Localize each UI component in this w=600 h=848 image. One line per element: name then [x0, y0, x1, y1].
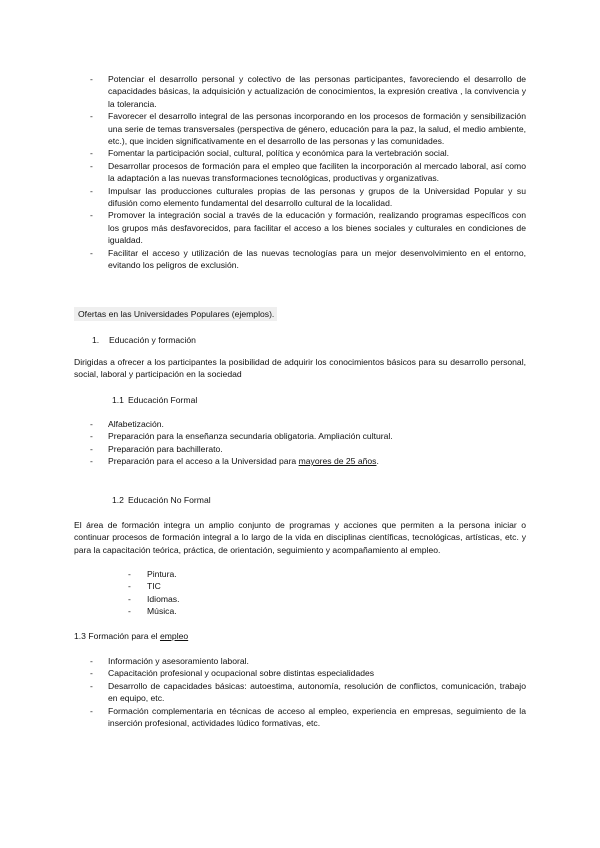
bullet-dash: - — [90, 185, 93, 196]
intro-paragraph: Dirigidas a ofrecer a los participantes la posibilidad de adquirir los conocimientos básicos para su desarrollo personal, social, laboral y participación en la sociedad — [74, 357, 526, 380]
list-item — [128, 593, 328, 605]
bullet-dash: - — [90, 456, 93, 467]
underlined-text: empleo — [159, 631, 189, 641]
list-item — [90, 705, 526, 730]
subheading-label: Educación Formal — [128, 395, 198, 405]
objectives-list — [90, 73, 526, 272]
subheading-formal — [112, 394, 197, 406]
list-item-text: Fomentar la participación social, cultural, política y económica para la vertebración social. — [108, 148, 450, 159]
list-item-text: Favorecer el desarrollo integral de las personas incorporando en los procesos de formación y sensibilización una serie de temas transversales (perspectiva de género, educación para la paz, la salud, el medio ambiente, etc.), que inciden significativamente en el desarrollo de las personas y las comunidades. — [108, 111, 526, 147]
bullet-dash: - — [90, 431, 93, 442]
list-item-text: Información y asesoramiento laboral. — [108, 656, 249, 666]
bullet-dash: - — [90, 656, 93, 666]
list-item — [90, 430, 526, 442]
list-item-text: Música. — [147, 606, 177, 617]
bullet-dash: - — [90, 148, 93, 159]
bullet-dash: - — [128, 569, 131, 579]
bullet-dash: - — [90, 210, 93, 221]
list-item-text: TIC — [147, 581, 161, 592]
bullet-dash: - — [90, 443, 93, 454]
list-item — [90, 655, 526, 667]
bullet-dash: - — [90, 419, 93, 429]
list-item-text: Alfabetización. — [108, 419, 164, 429]
section-title: Ofertas en las Universidades Populares (ejemplos). — [74, 307, 277, 321]
heading-prefix: 1.3 Formación para el — [74, 631, 160, 641]
subheading-number: 1.2 — [112, 495, 124, 505]
list-item-text: Formación complementaria en técnicas de acceso al empleo, experiencia en empresas, seguimiento de la inserción profesional, actividades lúdico formativas, etc. — [108, 705, 526, 729]
formal-list — [90, 418, 526, 468]
list-item — [128, 605, 328, 617]
list-item — [90, 209, 526, 246]
list-item — [90, 418, 526, 430]
list-item — [90, 455, 526, 467]
list-item-text: Potenciar el desarrollo personal y colectivo de las personas participantes, favoreciendo el desarrollo de capacidades básicas, la adquisición y actualización de conocimientos, la expresión creativa , la convivencia y la tolerancia. — [108, 74, 526, 109]
heading-number: 1. — [92, 335, 100, 345]
bullet-dash: - — [128, 593, 131, 604]
list-item — [90, 147, 526, 159]
list-item — [90, 680, 526, 705]
bullet-dash: - — [90, 160, 93, 171]
list-item — [90, 443, 526, 455]
bullet-dash: - — [90, 247, 93, 258]
list-item-suffix: . — [376, 456, 379, 467]
bullet-dash: - — [128, 606, 131, 617]
heading-empleo — [74, 630, 188, 642]
heading-education — [92, 334, 196, 346]
bullet-dash: - — [90, 668, 93, 679]
heading-label: Educación y formación — [109, 335, 196, 345]
list-item-text: Capacitación profesional y ocupacional sobre distintas especialidades — [108, 668, 375, 679]
list-item-text: Preparación para el acceso a la Universidad para — [108, 456, 299, 467]
subheading-label: Educación No Formal — [128, 495, 211, 505]
subheading-no-formal — [112, 494, 211, 506]
subheading-number: 1.1 — [112, 395, 124, 405]
no-formal-paragraph: El área de formación integra un amplio conjunto de programas y acciones que permiten a la persona iniciar o continuar procesos de formación integral a lo largo de la vida en disciplinas científicas, tecnológicas, artísticas, etc. y para la capacitación teórica, práctica, de orientación, seguimiento y acompañamiento al empleo. — [74, 520, 526, 555]
list-item-text: Pintura. — [147, 569, 177, 579]
list-item-text: Promover la integración social a través de la educación y formación, realizando programas específicos con los grupos más desfavorecidos, para facilitar el acceso a los bienes sociales y culturales en condiciones de igualdad. — [108, 210, 526, 246]
bullet-dash: - — [90, 111, 93, 122]
list-item — [90, 73, 526, 110]
bullet-dash: - — [90, 705, 93, 716]
list-item-text: Desarrollo de capacidades básicas: autoestima, autonomía, resolución de conflictos, comunicación, trabajo en equipo, etc. — [108, 680, 526, 704]
list-item — [90, 667, 526, 679]
no-formal-list — [128, 568, 328, 618]
list-item-text: Desarrollar procesos de formación para el empleo que faciliten la incorporación al mercado laboral, así como la adaptación a las nuevas transformaciones tecnológicas, productivas y organizativas. — [108, 160, 526, 184]
list-item — [90, 247, 526, 272]
list-item-text: Preparación para la enseñanza secundaria obligatoria. Ampliación cultural. — [108, 431, 393, 442]
empleo-list — [90, 655, 526, 729]
list-item-text: Preparación para bachillerato. — [108, 443, 223, 454]
bullet-dash: - — [128, 581, 131, 592]
bullet-dash: - — [90, 74, 93, 84]
list-item — [90, 185, 526, 210]
list-item-text: Idiomas. — [147, 593, 180, 604]
bullet-dash: - — [90, 680, 93, 691]
list-item-text: Facilitar el acceso y utilización de las nuevas tecnologías para un mejor desenvolvimiento en el entorno, evitando los peligros de exclusión. — [108, 247, 526, 271]
underlined-text: mayores de 25 años — [298, 456, 377, 467]
list-item — [128, 568, 328, 580]
list-item — [90, 160, 526, 185]
list-item-text: Impulsar las producciones culturales propias de las personas y grupos de la Universidad Popular y su difusión como elemento fundamental del desarrollo cultural de la localidad. — [108, 185, 526, 209]
list-item — [90, 110, 526, 147]
list-item — [128, 580, 328, 592]
